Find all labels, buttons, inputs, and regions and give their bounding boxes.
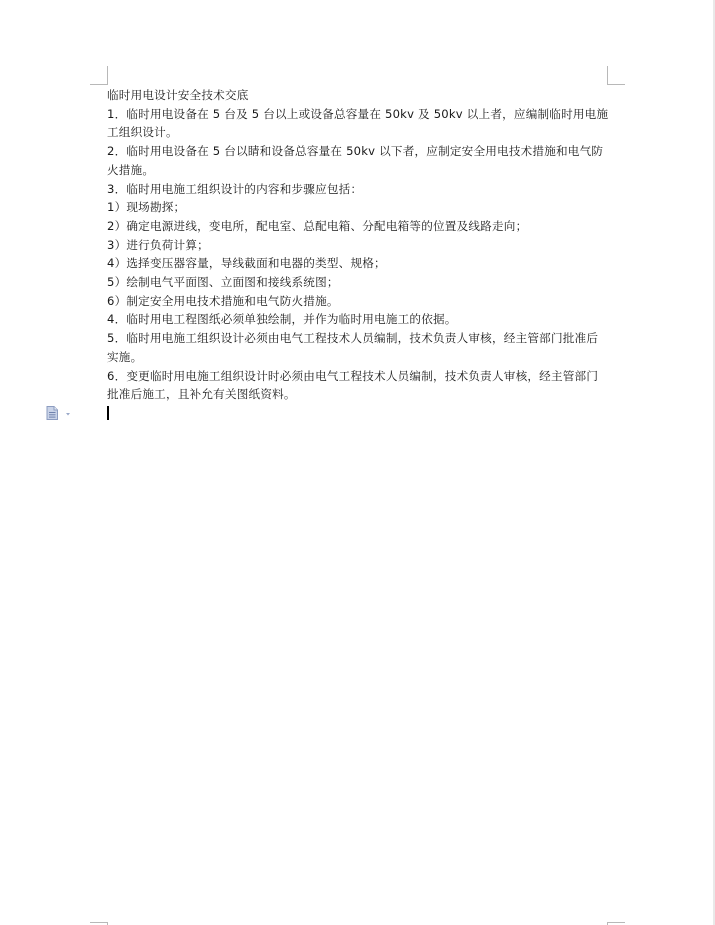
- document-paste-icon[interactable]: [46, 405, 72, 419]
- list-item: 6）制定安全用电技术措施和电气防火措施。: [107, 293, 339, 308]
- list-item: 1）现场勘探；: [107, 200, 186, 215]
- list-item: 3）进行负荷计算；: [107, 237, 209, 252]
- paragraph: 6．变更临时用电施工组织设计时必须由电气工程技术人员编制，技术负责人审核，经主管部门批准后施工，且补允有关图纸资料。: [107, 368, 599, 402]
- paragraph: 3．临时用电施工组织设计的内容和步骤应包括：: [107, 181, 363, 196]
- paragraph: 1．临时用电设备在 5 台及 5 台以上或设备总容量在 50kv 及 50kv 以上者，应编制临时用电施工组织设计。: [107, 106, 609, 140]
- document-body[interactable]: [107, 86, 609, 404]
- list-item: 5）绘制电气平面图、立面图和接线系统图；: [107, 275, 339, 290]
- paragraph: 4．临时用电工程图纸必须单独绘制，并作为临时用电施工的依据。: [107, 312, 457, 327]
- crop-mark-top-right: [607, 66, 625, 85]
- text-cursor: [107, 406, 109, 420]
- document-title: 临时用电设计安全技术交底: [107, 88, 249, 102]
- list-item: 2）确定电源进线，变电所，配电室、总配电箱、分配电箱等的位置及线路走向；: [107, 218, 528, 233]
- paragraph: 2．临时用电设备在 5 台以睛和设备总容量在 50kv 以下者，应制定安全用电技术措施和电气防火措施。: [107, 144, 604, 177]
- crop-mark-top-left: [90, 66, 108, 85]
- paragraph: 5．临时用电施工组织设计必须由电气工程技术人员编制，技术负责人审核，经主管部门批准后实施。: [107, 331, 599, 364]
- list-item: 4）选择变压器容量，导线截面和电器的类型、规格；: [107, 256, 386, 271]
